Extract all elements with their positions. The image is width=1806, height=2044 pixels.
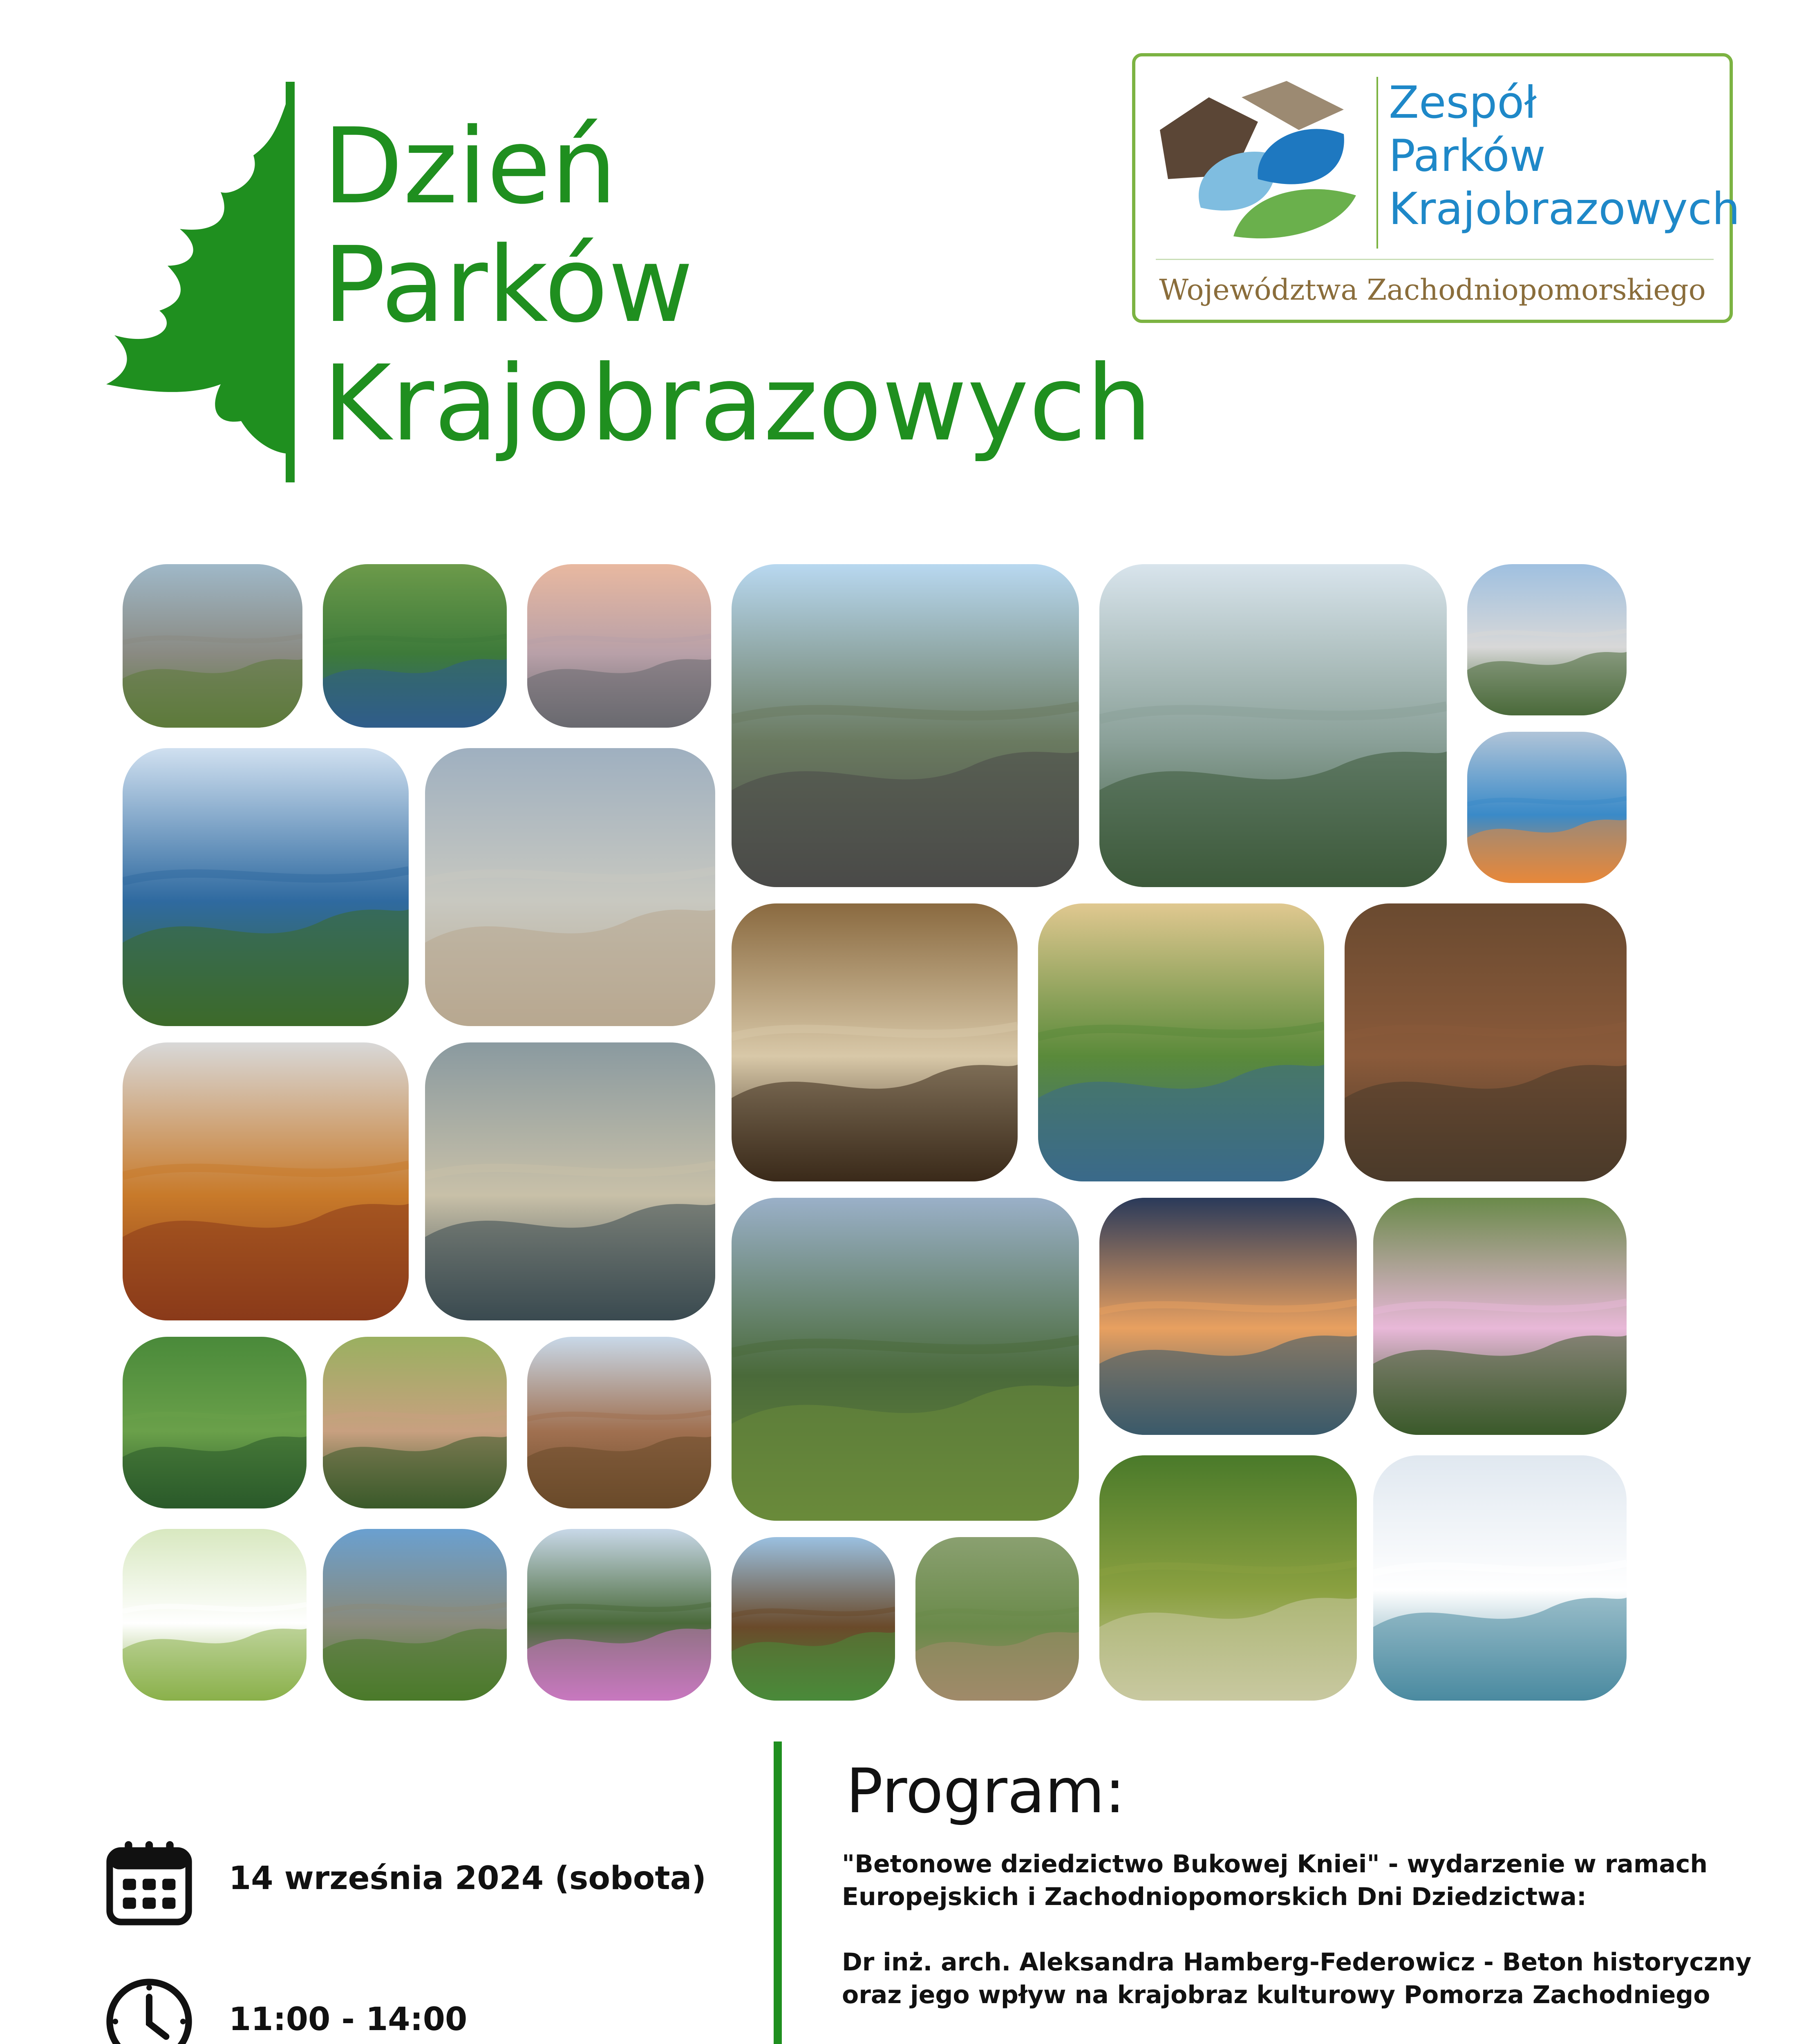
- village-aerial-photo: [915, 1537, 1079, 1701]
- autumn-forest-tower-photo: [123, 1042, 409, 1320]
- lake-islands-aerial-photo: [123, 748, 409, 1026]
- calendar-icon: [102, 1836, 196, 1930]
- title-line-3: Krajobrazowych: [323, 343, 1153, 464]
- stork-photo: [123, 1529, 307, 1701]
- kingfisher-photo: [1467, 732, 1627, 883]
- oak-trees-field-photo: [732, 1198, 1079, 1521]
- rock-formation-photo: [732, 564, 1079, 887]
- pasque-flower-photo: [1373, 1198, 1627, 1435]
- maple-leaf-icon: [98, 74, 311, 486]
- logo-divider: [1376, 77, 1378, 249]
- program-item-1: "Betonowe dziedzictwo Bukowej Kniei" - wydarzenie w ramach Europejskich i Zachodniopomorskich Dni Dziedzictwa:: [842, 1850, 1708, 1911]
- cave-stalactites-photo: [732, 903, 1018, 1181]
- stone-ruin-photo: [323, 1529, 507, 1701]
- logo-subtitle: Województwa Zachodniopomorskiego: [1159, 273, 1706, 307]
- sailboat-lake-photo: [1373, 1455, 1627, 1701]
- sea-spit-aerial-photo: [425, 1042, 715, 1320]
- beech-alley-road-photo: [1099, 1455, 1357, 1701]
- river-meadow-aerial-photo: [323, 564, 507, 728]
- logo-name-line-2: Parków: [1389, 130, 1546, 182]
- meandering-river-aerial-photo: [1038, 903, 1324, 1181]
- wooden-barn-photo: [732, 1537, 895, 1701]
- logo-rule: [1156, 259, 1714, 260]
- organizer-logo: [1132, 53, 1740, 323]
- thatched-house-photo: [527, 1337, 711, 1508]
- logo-name-line-1: Zespół: [1389, 77, 1537, 128]
- clock-icon: [102, 1975, 196, 2044]
- event-time: 11:00 - 14:00: [229, 2001, 468, 2038]
- section-divider: [774, 1741, 782, 2044]
- landscape-logo-icon: [1152, 73, 1364, 244]
- program-item-2: Dr inż. arch. Aleksandra Hamberg-Federowicz - Beton historyczny oraz jego wpływ na krajobraz kulturowy Pomorza Zachodniego: [842, 1948, 1752, 2009]
- green-valley-river-photo: [123, 1337, 307, 1508]
- railway-viaduct-photo: [123, 564, 302, 728]
- sailboats-pier-photo: [425, 748, 715, 1026]
- title-line-1: Dzień: [323, 106, 617, 227]
- title-line-2: Parków: [323, 224, 694, 346]
- heather-field-photo: [527, 1529, 711, 1701]
- misty-lake-photo: [1099, 564, 1447, 887]
- program-heading: Program:: [846, 1756, 1126, 1827]
- evening-marsh-photo: [1099, 1198, 1357, 1435]
- logo-name-line-3: Krajobrazowych: [1389, 184, 1740, 235]
- wooden-house-window-photo: [1345, 903, 1627, 1181]
- church-photo: [1467, 564, 1627, 715]
- sunset-lake-photo: [527, 564, 711, 728]
- event-date: 14 września 2024 (sobota): [229, 1860, 706, 1897]
- forest-boardwalk-photo: [323, 1337, 507, 1508]
